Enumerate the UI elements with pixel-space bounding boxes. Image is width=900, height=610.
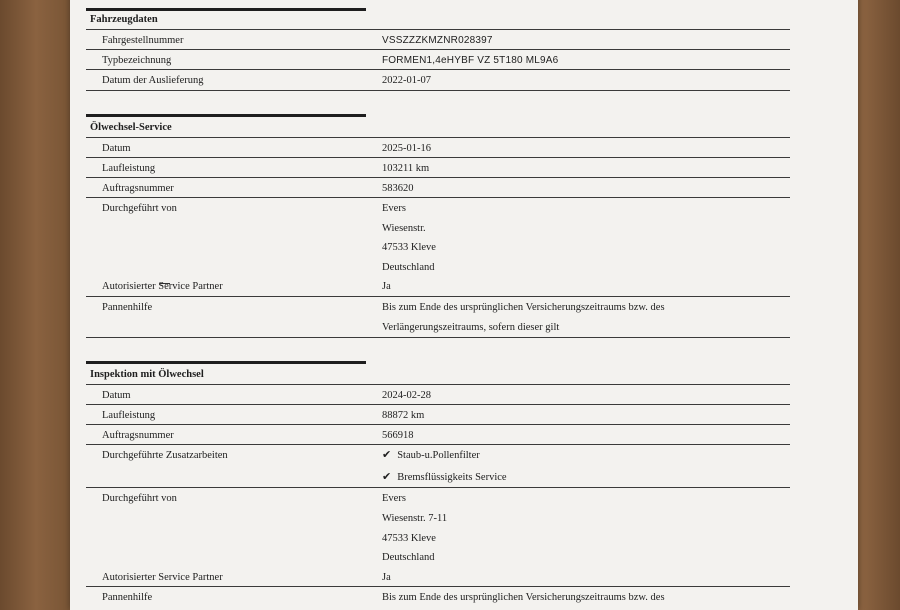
row-label: Auftragsnummer	[102, 183, 174, 194]
address-line: 47533 Kleve	[382, 533, 436, 544]
row-label: Auftragsnummer	[102, 430, 174, 441]
address-line: Wiesenstr. 7-11	[382, 513, 448, 524]
row-value-line: Bis zum Ende des ursprünglichen Versicherungszeitraums bzw. des	[382, 592, 665, 603]
row-label: Datum der Auslieferung	[102, 75, 204, 86]
row-auslieferung	[86, 69, 790, 91]
row-label: Laufleistung	[102, 163, 156, 174]
checklist-item-label: Bremsflüssigkeits Service	[397, 472, 507, 483]
section-rule	[86, 361, 366, 364]
row-label: Datum	[102, 143, 131, 154]
row-value-line: Bis zum Ende des ursprünglichen Versicherungszeitraums bzw. des	[382, 302, 665, 313]
row-durchgefuehrt-von	[86, 197, 790, 277]
row-service-partner	[86, 566, 790, 586]
row-datum	[86, 137, 790, 158]
row-label: Durchgeführte Zusatzarbeiten	[102, 450, 228, 461]
address-line: Deutschland	[382, 552, 435, 563]
row-fahrgestellnummer	[86, 29, 790, 50]
row-value: 2022-01-07	[382, 75, 431, 86]
row-zusatzarbeiten	[86, 444, 790, 488]
address-line: 47533 Kleve	[382, 242, 436, 253]
row-durchgefuehrt-von	[86, 487, 790, 567]
row-laufleistung	[86, 157, 790, 178]
row-value: VSSZZZKMZNR028397	[382, 35, 493, 46]
row-typbezeichnung	[86, 49, 790, 70]
address-line: Evers	[382, 493, 406, 504]
row-auftragsnummer	[86, 424, 790, 445]
row-label: Typbezeichnung	[102, 55, 172, 66]
section-title: Inspektion mit Ölwechsel	[90, 369, 204, 380]
row-value: 583620	[382, 183, 414, 194]
row-value: FORMEN1,4eHYBF VZ 5T180 ML9A6	[382, 55, 559, 66]
row-auftragsnummer	[86, 177, 790, 198]
section-title: Fahrzeugdaten	[90, 14, 158, 25]
row-label: Pannenhilfe	[102, 592, 153, 603]
section-rule	[86, 8, 366, 11]
row-laufleistung	[86, 404, 790, 425]
row-value: 2024-02-28	[382, 390, 431, 401]
row-label: Durchgeführt von	[102, 203, 177, 214]
row-label: Autorisierter Service Partner	[102, 572, 223, 583]
row-value: Ja	[382, 281, 391, 292]
row-label: Autorisierter Service Partner	[102, 281, 223, 292]
row-label: Durchgeführt von	[102, 493, 177, 504]
row-value: Ja	[382, 572, 391, 583]
row-datum	[86, 384, 790, 405]
address-line: Evers	[382, 203, 406, 214]
checkmark-icon: ✔	[382, 471, 392, 483]
section-rule	[86, 114, 366, 117]
row-label: Laufleistung	[102, 410, 156, 421]
row-value: 566918	[382, 430, 414, 441]
row-label: Pannenhilfe	[102, 302, 153, 313]
row-pannenhilfe	[86, 586, 790, 603]
row-label: Datum	[102, 390, 131, 401]
row-value: 88872 km	[382, 410, 425, 421]
row-pannenhilfe	[86, 296, 790, 338]
address-line: Wiesenstr.	[382, 223, 426, 234]
row-value: 2025-01-16	[382, 143, 431, 154]
section-title: Ölwechsel-Service	[90, 122, 172, 133]
address-line: Deutschland	[382, 262, 435, 273]
row-value: 103211 km	[382, 163, 430, 174]
checkmark-icon: ✔	[382, 449, 392, 461]
row-label: Fahrgestellnummer	[102, 35, 184, 46]
row-value-line: Verlängerungszeitraums, sofern dieser gilt	[382, 322, 560, 333]
row-service-partner	[86, 276, 790, 296]
checklist-item-label: Staub-u.Pollenfilter	[397, 450, 480, 461]
checklist-item	[382, 448, 480, 463]
checklist-item	[382, 470, 507, 485]
